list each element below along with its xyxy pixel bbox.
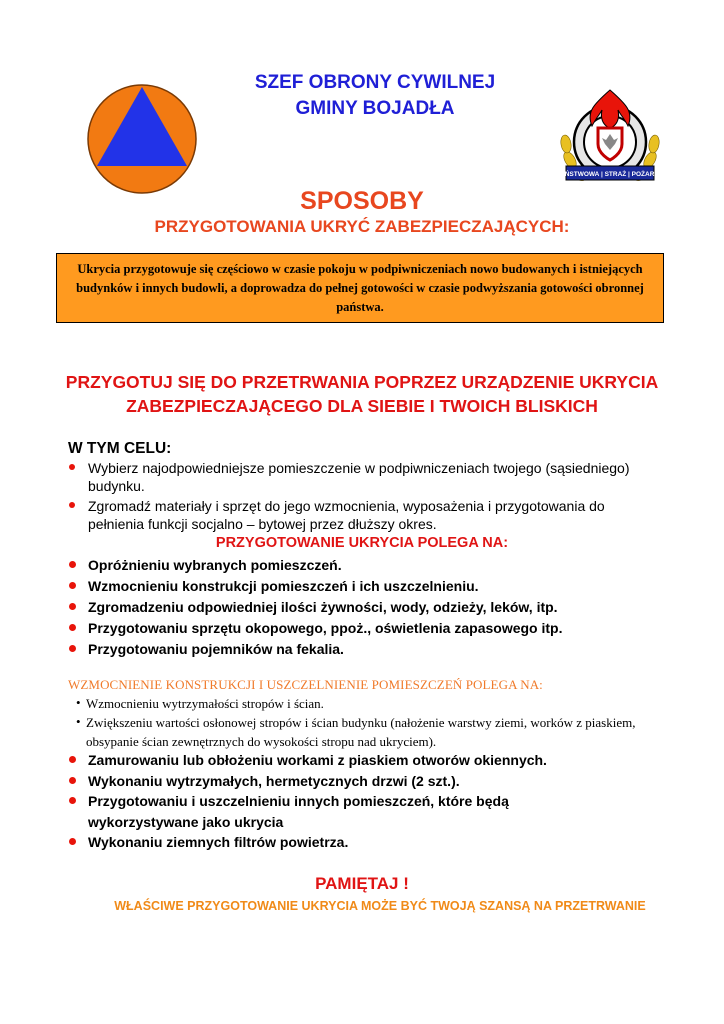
goal-list: [88, 459, 648, 533]
preparation-list: [88, 555, 688, 660]
bullet-icon: [69, 645, 76, 652]
page-title: SPOSOBY: [300, 187, 424, 215]
intro-box-text: Ukrycia przygotowuje się częściowo w czasie pokoju w podpiwniczeniach nowo budowanych i istniejących budynków i innych budowli, a doprowadza do pełnej gotowości w czasie podwyższania gotowości obronnej państwa.: [76, 261, 644, 314]
intro-box: [56, 253, 664, 323]
list-item-text: Wybierz najodpowiedniejsze pomieszczenie w podpiwniczeniach twojego (sąsiedniego) budynku.: [88, 460, 630, 494]
list-item: [88, 576, 688, 597]
bullet-icon: [69, 756, 76, 763]
header-line-1: SZEF OBRONY CYWILNEJ: [254, 72, 496, 93]
list-item: [88, 791, 568, 832]
preparation-heading: PRZYGOTOWANIE UKRYCIA POLEGA NA:: [215, 535, 509, 551]
list-item: [76, 694, 646, 713]
list-item-text: Zgromadzeniu odpowiedniej ilości żywności, wody, odzieży, leków, itp.: [88, 599, 558, 615]
bullet-icon: [69, 624, 76, 631]
list-item-text: Przygotowaniu i uszczelnieniu innych pomieszczeń, które będą wykorzystywane jako ukrycia: [88, 793, 509, 830]
list-item: [88, 597, 688, 618]
list-item-text: Opróżnieniu wybranych pomieszczeń.: [88, 557, 342, 573]
list-item-text: Wykonaniu wytrzymałych, hermetycznych drzwi (2 szt.).: [88, 772, 460, 789]
main-headline: PRZYGOTUJ SIĘ DO PRZETRWANIA POPRZEZ URZĄDZENIE UKRYCIA ZABEZPIECZAJĄCEGO DLA SIEBIE I TWOICH BLISKICH: [65, 372, 659, 416]
list-item: [88, 459, 648, 495]
list-item: [88, 555, 688, 576]
bullet-icon: [69, 797, 76, 804]
header: [200, 70, 550, 122]
psp-ribbon-text: PAŃSTWOWA | STRAŻ | POŻARNA: [556, 171, 664, 178]
list-item: [76, 713, 646, 751]
list-item: [88, 750, 648, 771]
bullet-icon: [69, 502, 75, 508]
civil-defence-logo-icon: [86, 83, 198, 195]
bullet-icon: [69, 777, 76, 784]
remember-heading: PAMIĘTAJ !: [315, 874, 409, 893]
page-subtitle: PRZYGOTOWANIA UKRYĆ ZABEZPIECZAJĄCYCH:: [154, 217, 570, 236]
bullet-icon: [69, 464, 75, 470]
fire-service-emblem-icon: [556, 82, 664, 194]
header-line-2: GMINY BOJADŁA: [295, 98, 455, 119]
list-item-text: Przygotowaniu sprzętu okopowego, ppoż., oświetlenia zapasowego itp.: [88, 620, 563, 636]
small-bullet-icon: •: [76, 714, 81, 729]
reinforcement-list: [88, 750, 648, 853]
final-note: WŁAŚCIWE PRZYGOTOWANIE UKRYCIA MOŻE BYĆ TWOJĄ SZANSĄ NA PRZETRWANIE: [114, 899, 646, 913]
list-item-text: Przygotowaniu pojemników na fekalia.: [88, 641, 344, 657]
bullet-icon: [69, 838, 76, 845]
list-item: [88, 832, 648, 853]
list-item-text: Zamurowaniu lub obłożeniu workami z piaskiem otworów okiennych.: [88, 752, 547, 768]
list-item-text: Zwiększeniu wartości osłonowej stropów i ścian budynku (nałożenie warstwy ziemi, worków z piaskiem, obsypanie ścian zewnętrznych do wysokości stropu nad ukryciem).: [86, 715, 636, 749]
goal-heading: W TYM CELU:: [68, 440, 172, 457]
bullet-icon: [69, 603, 76, 610]
list-item: [88, 639, 688, 660]
reinforcement-heading: WZMOCNIENIE KONSTRUKCJI I USZCZELNIENIE POMIESZCZEŃ POLEGA NA:: [68, 677, 543, 692]
list-item-text: Wykonaniu ziemnych filtrów powietrza.: [88, 834, 349, 850]
list-item: [88, 618, 688, 639]
bullet-icon: [69, 561, 76, 568]
bullet-icon: [69, 582, 76, 589]
list-item-text: Wzmocnieniu konstrukcji pomieszczeń i ich uszczelnieniu.: [88, 578, 479, 594]
list-item-text: Wzmocnieniu wytrzymałości stropów i ścian.: [86, 696, 324, 711]
list-item-text: Zgromadź materiały i sprzęt do jego wzmocnienia, wyposażenia i przygotowania do pełnienia funkcji socjalno – bytowej przez dłuższy okres.: [88, 498, 605, 532]
reinforcement-small-list: [76, 694, 646, 751]
list-item: [88, 497, 648, 533]
small-bullet-icon: •: [76, 695, 81, 710]
list-item: [88, 771, 648, 792]
